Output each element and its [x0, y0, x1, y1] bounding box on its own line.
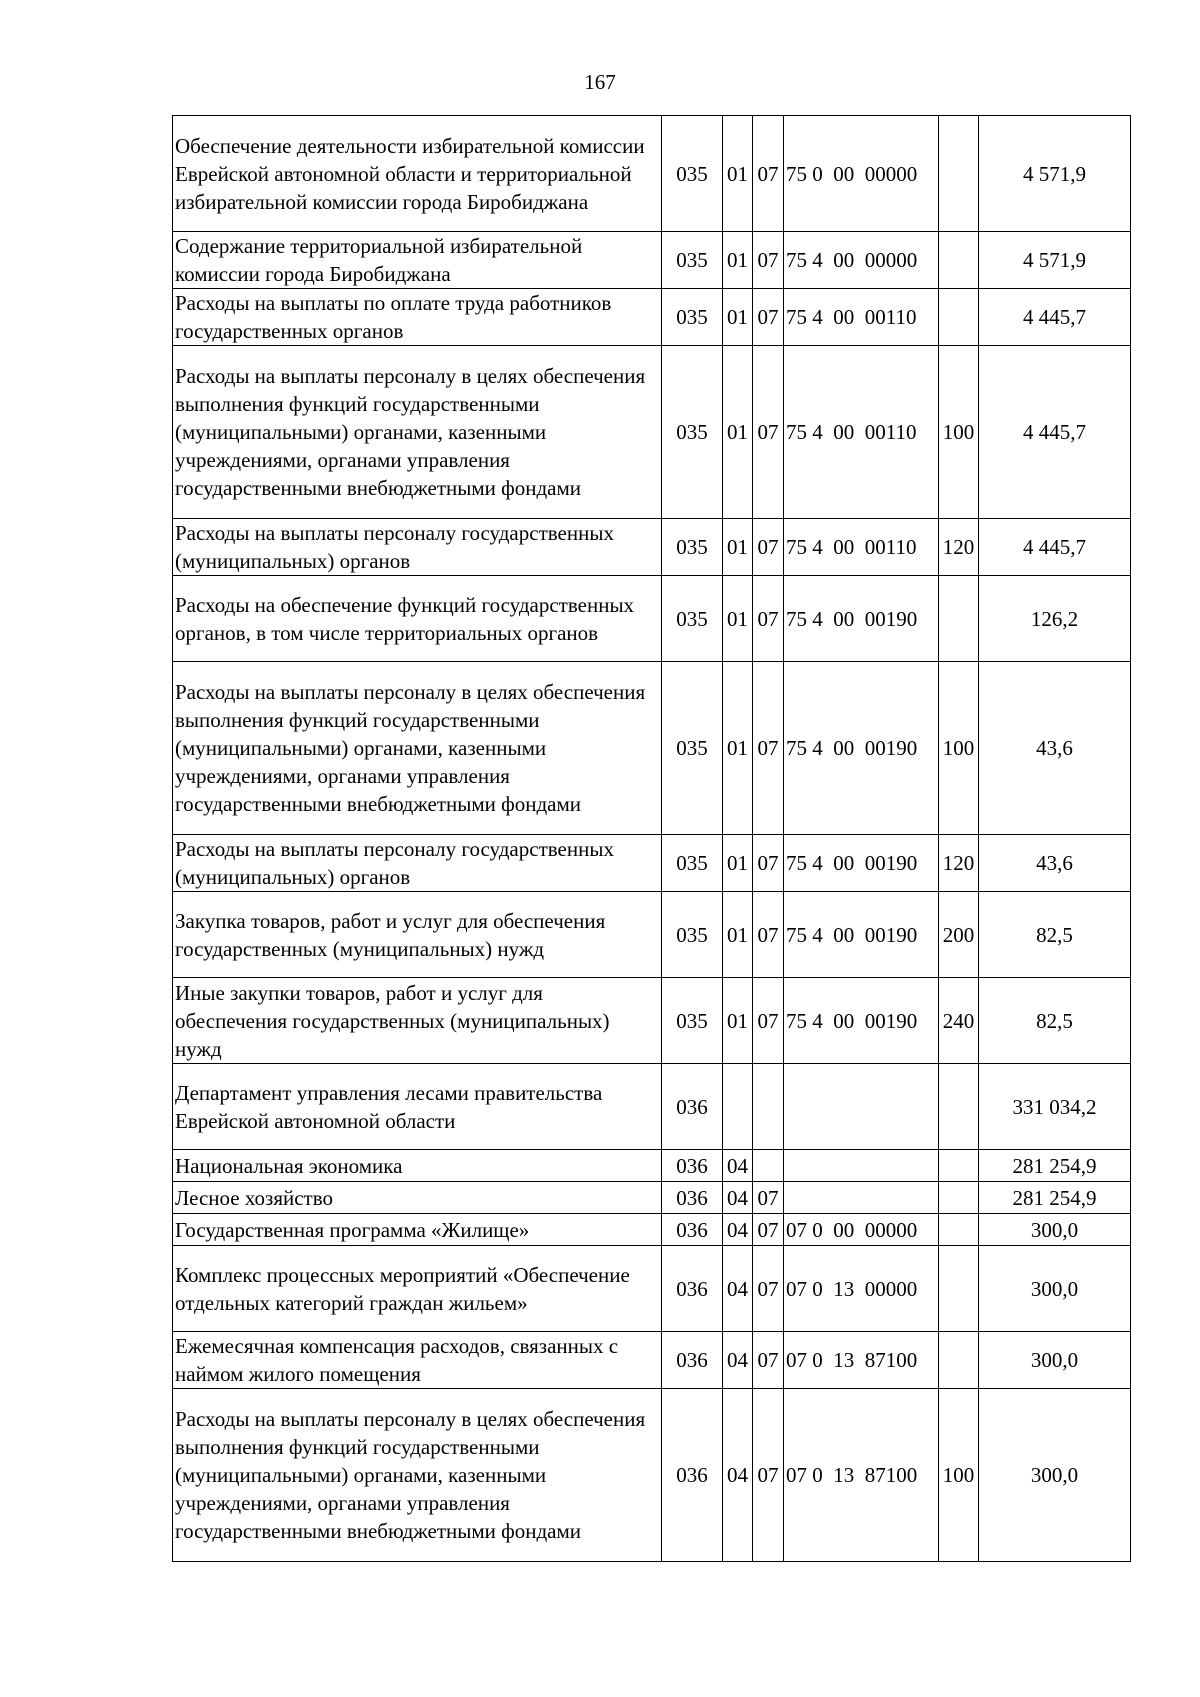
- row-subsection-code: 07: [753, 519, 784, 576]
- row-target-article-code: 07 0 13 87100: [784, 1389, 939, 1562]
- row-name: Комплекс процессных мероприятий «Обеспечение отдельных категорий граждан жильем»: [173, 1246, 662, 1332]
- row-target-article-code: 75 0 00 00000: [784, 116, 939, 232]
- row-expense-type-code: 100: [939, 346, 979, 519]
- row-name: Департамент управления лесами правительства Еврейской автономной области: [173, 1064, 662, 1150]
- row-section-code: 01: [723, 289, 753, 346]
- row-expense-type-code: 200: [939, 892, 979, 978]
- row-target-article-code: [784, 1064, 939, 1150]
- row-expense-type-code: [939, 1246, 979, 1332]
- row-name: Закупка товаров, работ и услуг для обеспечения государственных (муниципальных) нужд: [173, 892, 662, 978]
- row-subsection-code: 07: [753, 346, 784, 519]
- row-subsection-code: 07: [753, 978, 784, 1064]
- row-amount: 43,6: [979, 835, 1131, 892]
- row-expense-type-code: [939, 1150, 979, 1182]
- row-target-article-code: [784, 1150, 939, 1182]
- row-subsection-code: 07: [753, 1214, 784, 1246]
- row-name: Расходы на выплаты персоналу в целях обеспечения выполнения функций государственными (муниципальными) органами, казенными учреждениями, органами управления государственными внебюджетными фондами: [173, 1389, 662, 1562]
- row-amount: 4 445,7: [979, 519, 1131, 576]
- row-target-article-code: [784, 1182, 939, 1214]
- table-row: [173, 1389, 1131, 1562]
- row-subsection-code: 07: [753, 1182, 784, 1214]
- row-section-code: 01: [723, 835, 753, 892]
- row-amount: 82,5: [979, 892, 1131, 978]
- row-grbs-code: 035: [662, 519, 723, 576]
- row-subsection-code: 07: [753, 835, 784, 892]
- row-amount: 126,2: [979, 576, 1131, 662]
- row-amount: 4 445,7: [979, 289, 1131, 346]
- table-row: [173, 289, 1131, 346]
- budget-table: [172, 115, 1131, 1562]
- row-grbs-code: 036: [662, 1150, 723, 1182]
- row-grbs-code: 036: [662, 1214, 723, 1246]
- row-name: Ежемесячная компенсация расходов, связанных с наймом жилого помещения: [173, 1332, 662, 1389]
- row-name: Иные закупки товаров, работ и услуг для обеспечения государственных (муниципальных) нужд: [173, 978, 662, 1064]
- row-expense-type-code: [939, 116, 979, 232]
- row-name: Расходы на выплаты персоналу государственных (муниципальных) органов: [173, 835, 662, 892]
- table-row: [173, 662, 1131, 835]
- row-grbs-code: 036: [662, 1182, 723, 1214]
- row-name: Содержание территориальной избирательной комиссии города Биробиджана: [173, 232, 662, 289]
- table-row: [173, 232, 1131, 289]
- row-grbs-code: 036: [662, 1389, 723, 1562]
- row-section-code: [723, 1064, 753, 1150]
- row-name: Расходы на обеспечение функций государственных органов, в том числе территориальных органов: [173, 576, 662, 662]
- row-section-code: 04: [723, 1389, 753, 1562]
- row-grbs-code: 035: [662, 892, 723, 978]
- row-expense-type-code: 240: [939, 978, 979, 1064]
- row-amount: 300,0: [979, 1214, 1131, 1246]
- row-section-code: 01: [723, 662, 753, 835]
- table-row: [173, 1332, 1131, 1389]
- row-expense-type-code: [939, 1064, 979, 1150]
- row-target-article-code: 75 4 00 00110: [784, 519, 939, 576]
- row-grbs-code: 035: [662, 835, 723, 892]
- row-amount: 300,0: [979, 1389, 1131, 1562]
- row-amount: 82,5: [979, 978, 1131, 1064]
- row-subsection-code: [753, 1150, 784, 1182]
- row-grbs-code: 036: [662, 1064, 723, 1150]
- row-grbs-code: 035: [662, 662, 723, 835]
- row-target-article-code: 75 4 00 00000: [784, 232, 939, 289]
- row-expense-type-code: [939, 1214, 979, 1246]
- row-section-code: 04: [723, 1214, 753, 1246]
- table-row: [173, 835, 1131, 892]
- row-expense-type-code: [939, 1332, 979, 1389]
- row-grbs-code: 036: [662, 1332, 723, 1389]
- row-target-article-code: 75 4 00 00190: [784, 576, 939, 662]
- row-name: Обеспечение деятельности избирательной комиссии Еврейской автономной области и территориальной избирательной комиссии города Биробиджана: [173, 116, 662, 232]
- table-row: [173, 519, 1131, 576]
- budget-table-body: [173, 116, 1131, 1562]
- row-name: Национальная экономика: [173, 1150, 662, 1182]
- row-grbs-code: 035: [662, 576, 723, 662]
- row-grbs-code: 035: [662, 116, 723, 232]
- table-row: [173, 1214, 1131, 1246]
- row-amount: 43,6: [979, 662, 1131, 835]
- row-subsection-code: 07: [753, 576, 784, 662]
- row-target-article-code: 07 0 00 00000: [784, 1214, 939, 1246]
- row-section-code: 01: [723, 346, 753, 519]
- row-target-article-code: 07 0 13 00000: [784, 1246, 939, 1332]
- row-subsection-code: 07: [753, 1332, 784, 1389]
- row-name: Расходы на выплаты по оплате труда работников государственных органов: [173, 289, 662, 346]
- row-grbs-code: 035: [662, 289, 723, 346]
- row-section-code: 01: [723, 576, 753, 662]
- table-row: [173, 1246, 1131, 1332]
- row-subsection-code: 07: [753, 232, 784, 289]
- row-target-article-code: 75 4 00 00110: [784, 289, 939, 346]
- row-section-code: 01: [723, 519, 753, 576]
- row-subsection-code: 07: [753, 289, 784, 346]
- table-row: [173, 346, 1131, 519]
- row-grbs-code: 035: [662, 346, 723, 519]
- row-expense-type-code: 120: [939, 519, 979, 576]
- row-section-code: 04: [723, 1332, 753, 1389]
- row-amount: 331 034,2: [979, 1064, 1131, 1150]
- row-target-article-code: 75 4 00 00190: [784, 662, 939, 835]
- table-row: [173, 1064, 1131, 1150]
- row-expense-type-code: [939, 289, 979, 346]
- row-expense-type-code: [939, 576, 979, 662]
- row-subsection-code: 07: [753, 1389, 784, 1562]
- table-row: [173, 978, 1131, 1064]
- row-grbs-code: 035: [662, 978, 723, 1064]
- row-grbs-code: 035: [662, 232, 723, 289]
- row-amount: 4 445,7: [979, 346, 1131, 519]
- row-section-code: 01: [723, 978, 753, 1064]
- row-name: Государственная программа «Жилище»: [173, 1214, 662, 1246]
- row-section-code: 04: [723, 1150, 753, 1182]
- table-row: [173, 576, 1131, 662]
- table-row: [173, 116, 1131, 232]
- row-section-code: 01: [723, 116, 753, 232]
- row-target-article-code: 75 4 00 00190: [784, 835, 939, 892]
- row-amount: 281 254,9: [979, 1150, 1131, 1182]
- row-name: Расходы на выплаты персоналу в целях обеспечения выполнения функций государственными (муниципальными) органами, казенными учреждениями, органами управления государственными внебюджетными фондами: [173, 346, 662, 519]
- row-subsection-code: 07: [753, 892, 784, 978]
- row-name: Расходы на выплаты персоналу в целях обеспечения выполнения функций государственными (муниципальными) органами, казенными учреждениями, органами управления государственными внебюджетными фондами: [173, 662, 662, 835]
- row-expense-type-code: [939, 232, 979, 289]
- row-expense-type-code: 100: [939, 1389, 979, 1562]
- row-expense-type-code: 120: [939, 835, 979, 892]
- row-grbs-code: 036: [662, 1246, 723, 1332]
- row-amount: 300,0: [979, 1332, 1131, 1389]
- row-amount: 4 571,9: [979, 232, 1131, 289]
- row-target-article-code: 07 0 13 87100: [784, 1332, 939, 1389]
- table-row: [173, 1182, 1131, 1214]
- row-subsection-code: 07: [753, 662, 784, 835]
- row-amount: 300,0: [979, 1246, 1131, 1332]
- row-expense-type-code: [939, 1182, 979, 1214]
- row-subsection-code: 07: [753, 1246, 784, 1332]
- row-target-article-code: 75 4 00 00110: [784, 346, 939, 519]
- row-subsection-code: [753, 1064, 784, 1150]
- row-section-code: 01: [723, 232, 753, 289]
- row-section-code: 04: [723, 1246, 753, 1332]
- table-row: [173, 892, 1131, 978]
- row-amount: 4 571,9: [979, 116, 1131, 232]
- row-section-code: 01: [723, 892, 753, 978]
- row-target-article-code: 75 4 00 00190: [784, 892, 939, 978]
- row-expense-type-code: 100: [939, 662, 979, 835]
- row-amount: 281 254,9: [979, 1182, 1131, 1214]
- row-section-code: 04: [723, 1182, 753, 1214]
- row-name: Лесное хозяйство: [173, 1182, 662, 1214]
- page-number: 167: [584, 70, 616, 94]
- row-subsection-code: 07: [753, 116, 784, 232]
- row-name: Расходы на выплаты персоналу государственных (муниципальных) органов: [173, 519, 662, 576]
- table-row: [173, 1150, 1131, 1182]
- row-target-article-code: 75 4 00 00190: [784, 978, 939, 1064]
